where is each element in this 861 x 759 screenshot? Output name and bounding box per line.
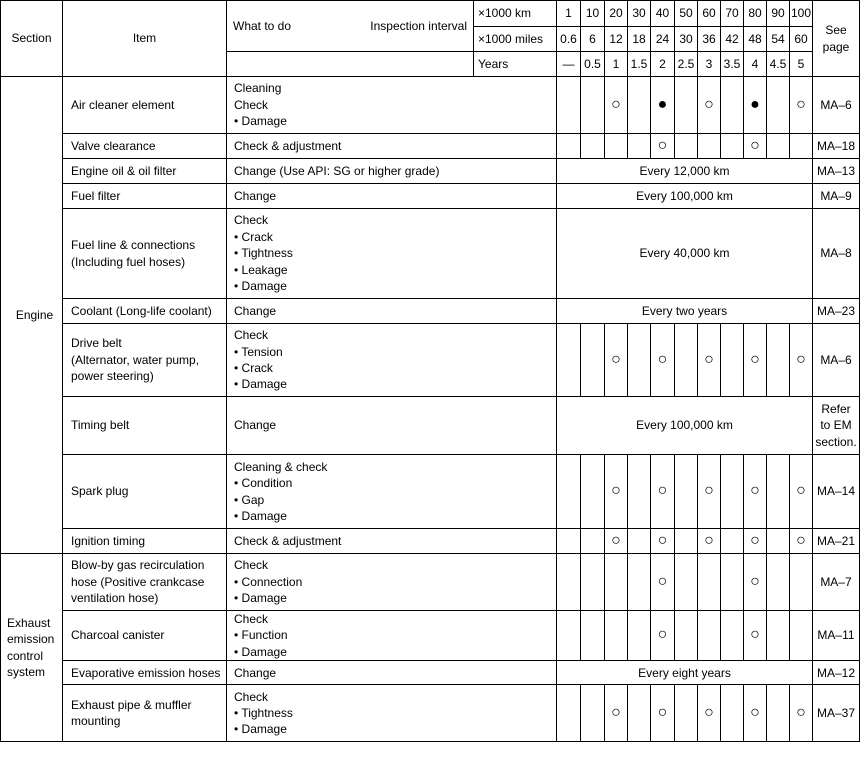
empty-interval-cell [675, 529, 698, 554]
filled-circle-icon: ● [651, 77, 675, 134]
what-to-do-line: • Leakage [234, 262, 288, 277]
see-page-line: MA–18 [816, 138, 856, 153]
empty-interval-cell [581, 455, 605, 529]
open-circle-icon: ○ [744, 611, 767, 661]
open-circle-icon: ○ [651, 324, 675, 397]
see-page-cell [813, 184, 860, 209]
interval-years-3: 1.5 [628, 52, 651, 77]
what-to-do-column-header [227, 1, 474, 52]
open-circle-icon: ○ [744, 134, 767, 159]
empty-interval-cell [698, 134, 721, 159]
interval-years-10: 5 [790, 52, 813, 77]
see-page-line: MA–8 [820, 246, 852, 261]
empty-interval-cell [628, 455, 651, 529]
interval-years-7: 3.5 [721, 52, 744, 77]
open-circle-icon: ○ [744, 685, 767, 742]
open-circle-icon: ○ [651, 554, 675, 611]
empty-interval-cell [581, 77, 605, 134]
what-to-do-line: Check & adjustment [234, 138, 342, 153]
item-line: Charcoal canister [71, 628, 165, 643]
empty-interval-cell [698, 611, 721, 661]
empty-interval-cell [721, 529, 744, 554]
empty-interval-cell [557, 455, 581, 529]
open-circle-icon: ○ [651, 529, 675, 554]
open-circle-icon: ○ [605, 77, 628, 134]
interval-km-9: 90 [767, 1, 790, 27]
what-to-do-cell [227, 77, 557, 134]
item-cell [63, 554, 227, 611]
empty-interval-cell [557, 134, 581, 159]
what-to-do-line: • Damage [234, 591, 287, 606]
see-page-line: MA–6 [820, 97, 852, 112]
section-exhaust-emission [1, 554, 63, 742]
what-to-do-line: Cleaning [234, 81, 282, 96]
what-to-do-line: • Tension [234, 344, 283, 359]
what-to-do-line: • Damage [234, 722, 287, 737]
interval-km-5: 50 [675, 1, 698, 27]
empty-interval-cell [721, 134, 744, 159]
interval-years-6: 3 [698, 52, 721, 77]
see-page-line: See [825, 23, 847, 38]
interval-every-cell: Every eight years [557, 661, 813, 685]
empty-interval-cell [628, 324, 651, 397]
see-page-cell [813, 324, 860, 397]
item-line: (Including fuel hoses) [71, 254, 186, 269]
empty-interval-cell [767, 455, 790, 529]
empty-interval-cell [767, 529, 790, 554]
open-circle-icon: ○ [651, 455, 675, 529]
what-to-do-cell [227, 324, 557, 397]
what-to-do-label: What to do [233, 18, 292, 33]
item-cell [63, 159, 227, 184]
empty-interval-cell [675, 324, 698, 397]
what-to-do-cell [227, 184, 557, 209]
item-line: Drive belt [71, 336, 122, 351]
open-circle-icon: ○ [605, 455, 628, 529]
what-to-do-line: Check [234, 97, 269, 112]
open-circle-icon: ○ [790, 324, 813, 397]
see-page-line: Refer [821, 401, 851, 416]
empty-interval-cell [628, 611, 651, 661]
empty-interval-cell [790, 554, 813, 611]
interval-years-5: 2.5 [675, 52, 698, 77]
open-circle-icon: ○ [698, 324, 721, 397]
empty-interval-cell [628, 134, 651, 159]
see-page-cell [813, 159, 860, 184]
see-page-cell [813, 397, 860, 455]
what-to-do-cell [227, 299, 557, 324]
what-to-do-cell [227, 209, 557, 299]
item-cell [63, 299, 227, 324]
interval-years-0: — [557, 52, 581, 77]
open-circle-icon: ○ [744, 324, 767, 397]
empty-interval-cell [721, 455, 744, 529]
interval-years-9: 4.5 [767, 52, 790, 77]
empty-interval-cell [557, 685, 581, 742]
section-engine [1, 77, 63, 554]
see-page-cell [813, 134, 860, 159]
what-to-do-cell [227, 554, 557, 611]
item-line: Engine oil & oil filter [71, 163, 177, 178]
empty-interval-cell [605, 611, 628, 661]
interval-miles-10: 60 [790, 27, 813, 52]
empty-interval-cell [721, 324, 744, 397]
see-page-line: MA–37 [816, 706, 856, 721]
interval-miles-1: 6 [581, 27, 605, 52]
table-row [1, 134, 860, 159]
see-page-cell [813, 554, 860, 611]
empty-interval-cell [675, 134, 698, 159]
table-row [1, 209, 860, 299]
open-circle-icon: ○ [744, 554, 767, 611]
item-cell [63, 455, 227, 529]
what-to-do-line: Check [234, 328, 269, 343]
item-cell [63, 397, 227, 455]
what-to-do-cell [227, 397, 557, 455]
what-to-do-line: • Connection [234, 574, 303, 589]
item-line: Coolant (Long-life coolant) [71, 303, 212, 318]
empty-interval-cell [675, 455, 698, 529]
interval-miles-4: 24 [651, 27, 675, 52]
interval-km-4: 40 [651, 1, 675, 27]
what-to-do-line: Change [234, 418, 277, 433]
what-to-do-line: • Function [234, 628, 288, 643]
interval-miles-7: 42 [721, 27, 744, 52]
interval-km-0: 1 [557, 1, 581, 27]
interval-years-8: 4 [744, 52, 767, 77]
what-to-do-line: • Crack [234, 361, 273, 375]
table-row [1, 299, 860, 324]
interval-years-4: 2 [651, 52, 675, 77]
see-page-line: page [822, 39, 850, 54]
item-line: Blow-by gas recirculation [71, 558, 205, 573]
item-cell [63, 209, 227, 299]
what-to-do-line: • Damage [234, 644, 287, 659]
empty-interval-cell [581, 529, 605, 554]
section-exhaust-line: emission [7, 632, 55, 647]
empty-interval-cell [675, 554, 698, 611]
interval-every-cell: Every 40,000 km [557, 209, 813, 299]
what-to-do-line: Check [234, 612, 269, 626]
interval-miles-9: 54 [767, 27, 790, 52]
see-page-line: MA–7 [820, 574, 852, 589]
section-exhaust-line: Exhaust [7, 615, 51, 630]
what-to-do-line: • Gap [234, 492, 265, 507]
item-column-header: Item [63, 1, 227, 77]
open-circle-icon: ○ [790, 529, 813, 554]
interval-km-6: 60 [698, 1, 721, 27]
see-page-cell [813, 299, 860, 324]
table-row [1, 685, 860, 742]
item-line: Exhaust pipe & muffler [71, 697, 192, 712]
empty-interval-cell [628, 529, 651, 554]
empty-interval-cell [721, 611, 744, 661]
see-page-line: MA–9 [820, 188, 852, 203]
what-to-do-line: • Tightness [234, 706, 293, 721]
empty-interval-cell [581, 554, 605, 611]
open-circle-icon: ○ [744, 529, 767, 554]
empty-interval-cell [767, 77, 790, 134]
what-to-do-line: • Damage [234, 279, 287, 294]
table-row [1, 184, 860, 209]
item-line: ventilation hose) [71, 591, 159, 606]
what-to-do-cell [227, 455, 557, 529]
header-labels [227, 18, 473, 34]
header-row-km [1, 1, 860, 27]
empty-interval-cell [721, 77, 744, 134]
empty-interval-cell [675, 611, 698, 661]
see-page-line: MA–21 [816, 533, 856, 548]
item-cell [63, 661, 227, 685]
open-circle-icon: ○ [698, 529, 721, 554]
empty-interval-cell [675, 685, 698, 742]
section-column-header: Section [1, 1, 63, 77]
what-to-do-line: • Damage [234, 377, 287, 392]
item-line: Air cleaner element [71, 97, 175, 112]
what-to-do-line: Check & adjustment [234, 533, 342, 548]
see-page-cell [813, 611, 860, 661]
what-to-do-line: • Tightness [234, 246, 293, 261]
interval-every-cell: Every 100,000 km [557, 397, 813, 455]
item-cell [63, 184, 227, 209]
item-cell [63, 134, 227, 159]
item-cell [63, 611, 227, 661]
open-circle-icon: ○ [651, 685, 675, 742]
item-line: Timing belt [71, 418, 130, 433]
open-circle-icon: ○ [651, 134, 675, 159]
what-to-do-cell [227, 529, 557, 554]
table-row [1, 661, 860, 685]
interval-km-3: 30 [628, 1, 651, 27]
open-circle-icon: ○ [605, 685, 628, 742]
what-to-do-line: Change [234, 665, 277, 680]
what-to-do-line: Check [234, 689, 269, 704]
see-page-line: MA–23 [816, 303, 856, 318]
item-cell [63, 685, 227, 742]
item-line: (Alternator, water pump, [71, 352, 200, 367]
what-to-do-cell [227, 611, 557, 661]
item-line: Fuel line & connections [71, 238, 196, 253]
empty-interval-cell [767, 611, 790, 661]
interval-miles-0: 0.6 [557, 27, 581, 52]
empty-interval-cell [721, 685, 744, 742]
item-line: power steering) [71, 369, 154, 384]
interval-km-7: 70 [721, 1, 744, 27]
see-page-line: MA–14 [816, 484, 856, 499]
open-circle-icon: ○ [790, 77, 813, 134]
what-to-do-line: Change [234, 188, 277, 203]
see-page-line: to EM [820, 418, 852, 433]
open-circle-icon: ○ [651, 611, 675, 661]
what-to-do-line: • Crack [234, 229, 273, 244]
empty-interval-cell [628, 77, 651, 134]
item-cell [63, 324, 227, 397]
item-line: Fuel filter [71, 188, 121, 203]
unit-miles: ×1000 miles [474, 27, 557, 52]
unit-years: Years [474, 52, 557, 77]
empty-interval-cell [557, 324, 581, 397]
empty-interval-cell [767, 685, 790, 742]
empty-interval-cell [767, 324, 790, 397]
see-page-cell [813, 661, 860, 685]
item-cell [63, 77, 227, 134]
empty-interval-cell [581, 611, 605, 661]
see-page-cell [813, 455, 860, 529]
see-page-cell [813, 529, 860, 554]
interval-km-1: 10 [581, 1, 605, 27]
empty-interval-cell [721, 554, 744, 611]
see-page-line: MA–12 [816, 665, 856, 680]
what-to-do-line: Cleaning & check [234, 459, 328, 474]
see-page-line: MA–6 [820, 352, 852, 367]
interval-km-2: 20 [605, 1, 628, 27]
what-to-do-line: Check [234, 558, 269, 573]
what-to-do-cell [227, 661, 557, 685]
interval-every-cell: Every two years [557, 299, 813, 324]
table-row [1, 455, 860, 529]
see-page-column-header [813, 1, 860, 77]
header-spacer [227, 52, 474, 77]
what-to-do-line: • Damage [234, 508, 287, 523]
what-to-do-cell [227, 159, 557, 184]
table-row [1, 611, 860, 661]
table-row [1, 554, 860, 611]
open-circle-icon: ○ [698, 685, 721, 742]
item-cell [63, 529, 227, 554]
open-circle-icon: ○ [605, 324, 628, 397]
table-row [1, 159, 860, 184]
item-line: hose (Positive crankcase [71, 574, 205, 589]
open-circle-icon: ○ [790, 455, 813, 529]
interval-years-1: 0.5 [581, 52, 605, 77]
item-line: Valve clearance [71, 138, 156, 153]
empty-interval-cell [605, 134, 628, 159]
open-circle-icon: ○ [605, 529, 628, 554]
empty-interval-cell [581, 685, 605, 742]
empty-interval-cell [767, 554, 790, 611]
empty-interval-cell [557, 529, 581, 554]
empty-interval-cell [767, 134, 790, 159]
interval-miles-3: 18 [628, 27, 651, 52]
see-page-cell [813, 77, 860, 134]
what-to-do-line: Change [234, 303, 277, 318]
empty-interval-cell [698, 554, 721, 611]
interval-km-10: 100 [790, 1, 813, 27]
empty-interval-cell [557, 611, 581, 661]
table-row [1, 397, 860, 455]
empty-interval-cell [790, 134, 813, 159]
section-exhaust-line: control [7, 648, 44, 663]
empty-interval-cell [581, 324, 605, 397]
empty-interval-cell [628, 685, 651, 742]
interval-km-8: 80 [744, 1, 767, 27]
see-page-line: MA–13 [816, 163, 856, 178]
what-to-do-line: Change (Use API: SG or higher grade) [234, 163, 440, 178]
filled-circle-icon: ● [744, 77, 767, 134]
empty-interval-cell [605, 554, 628, 611]
see-page-cell [813, 685, 860, 742]
item-line: mounting [71, 714, 121, 729]
item-line: Spark plug [71, 484, 129, 499]
empty-interval-cell [557, 554, 581, 611]
what-to-do-line: • Condition [234, 476, 293, 491]
empty-interval-cell [790, 611, 813, 661]
see-page-line: MA–11 [817, 628, 855, 643]
section-exhaust-line: system [7, 665, 46, 680]
empty-interval-cell [581, 134, 605, 159]
table-row [1, 77, 860, 134]
open-circle-icon: ○ [790, 685, 813, 742]
what-to-do-line: Check [234, 213, 269, 228]
interval-every-cell: Every 12,000 km [557, 159, 813, 184]
empty-interval-cell [557, 77, 581, 134]
table-row [1, 324, 860, 397]
inspection-interval-label: Inspection interval [370, 18, 467, 33]
item-line: Evaporative emission hoses [71, 665, 221, 680]
what-to-do-line: • Damage [234, 114, 287, 129]
interval-every-cell: Every 100,000 km [557, 184, 813, 209]
open-circle-icon: ○ [698, 455, 721, 529]
open-circle-icon: ○ [744, 455, 767, 529]
see-page-cell [813, 209, 860, 299]
section-engine-line: Engine [15, 307, 54, 322]
empty-interval-cell [675, 77, 698, 134]
interval-miles-2: 12 [605, 27, 628, 52]
empty-interval-cell [628, 554, 651, 611]
what-to-do-cell [227, 134, 557, 159]
see-page-line: section. [815, 434, 857, 449]
interval-miles-5: 30 [675, 27, 698, 52]
what-to-do-cell [227, 685, 557, 742]
interval-miles-6: 36 [698, 27, 721, 52]
unit-km: ×1000 km [474, 1, 557, 27]
open-circle-icon: ○ [698, 77, 721, 134]
table-row [1, 529, 860, 554]
interval-years-2: 1 [605, 52, 628, 77]
item-line: Ignition timing [71, 533, 146, 548]
interval-miles-8: 48 [744, 27, 767, 52]
